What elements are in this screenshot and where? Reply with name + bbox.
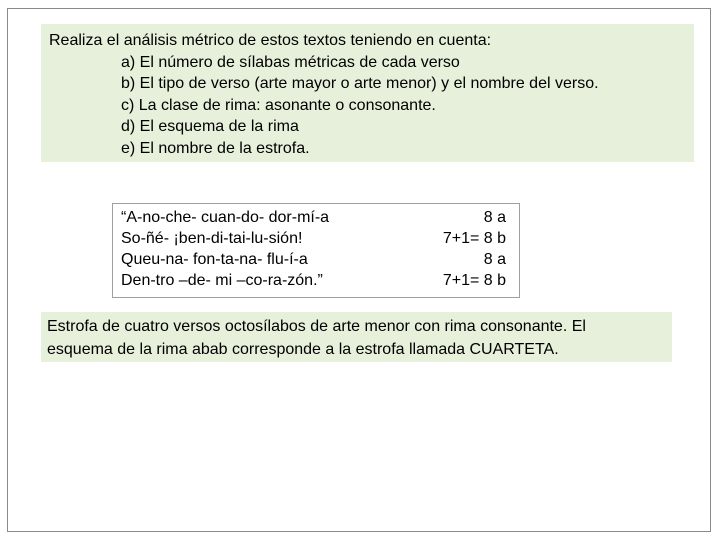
- conclusion-box: [41, 312, 672, 362]
- poem-meter: 8 a: [483, 209, 506, 226]
- conclusion-line-1: Estrofa de cuatro versos octosílabos de arte menor con rima consonante. El: [47, 318, 586, 335]
- poem-verse: Queu-na- fon-ta-na- flu-í-a: [121, 251, 308, 268]
- poem-row: [121, 270, 519, 291]
- instruction-item-a: a) El número de sílabas métricas de cada verso: [121, 53, 460, 71]
- instruction-item-b: b) El tipo de verso (arte mayor o arte menor) y el nombre del verso.: [121, 75, 599, 93]
- instruction-item-d: d) El esquema de la rima: [121, 118, 299, 136]
- instruction-item-e: e) El nombre de la estrofa.: [121, 139, 310, 157]
- poem-box: [112, 203, 520, 298]
- poem-row: [121, 228, 519, 249]
- poem-row: [121, 249, 519, 270]
- instruction-item-c: c) La clase de rima: asonante o consonante.: [121, 96, 436, 114]
- instructions-box: [41, 24, 694, 162]
- poem-meter: 7+1= 8 b: [442, 272, 506, 289]
- poem-verse: So-ñé- ¡ben-di-tai-lu-sión!: [121, 230, 303, 247]
- instructions-list: [49, 52, 694, 160]
- poem-verse: “A-no-che- cuan-do- dor-mí-a: [121, 209, 330, 226]
- poem-row: [121, 207, 519, 228]
- instructions-intro: Realiza el análisis métrico de estos textos teniendo en cuenta:: [49, 32, 492, 49]
- poem-meter: 8 a: [483, 251, 506, 268]
- poem-verse: Den-tro –de- mi –co-ra-zón.”: [121, 272, 323, 289]
- poem-meter: 7+1= 8 b: [442, 230, 506, 247]
- conclusion-line-2: esquema de la rima abab corresponde a la estrofa llamada CUARTETA.: [47, 341, 559, 358]
